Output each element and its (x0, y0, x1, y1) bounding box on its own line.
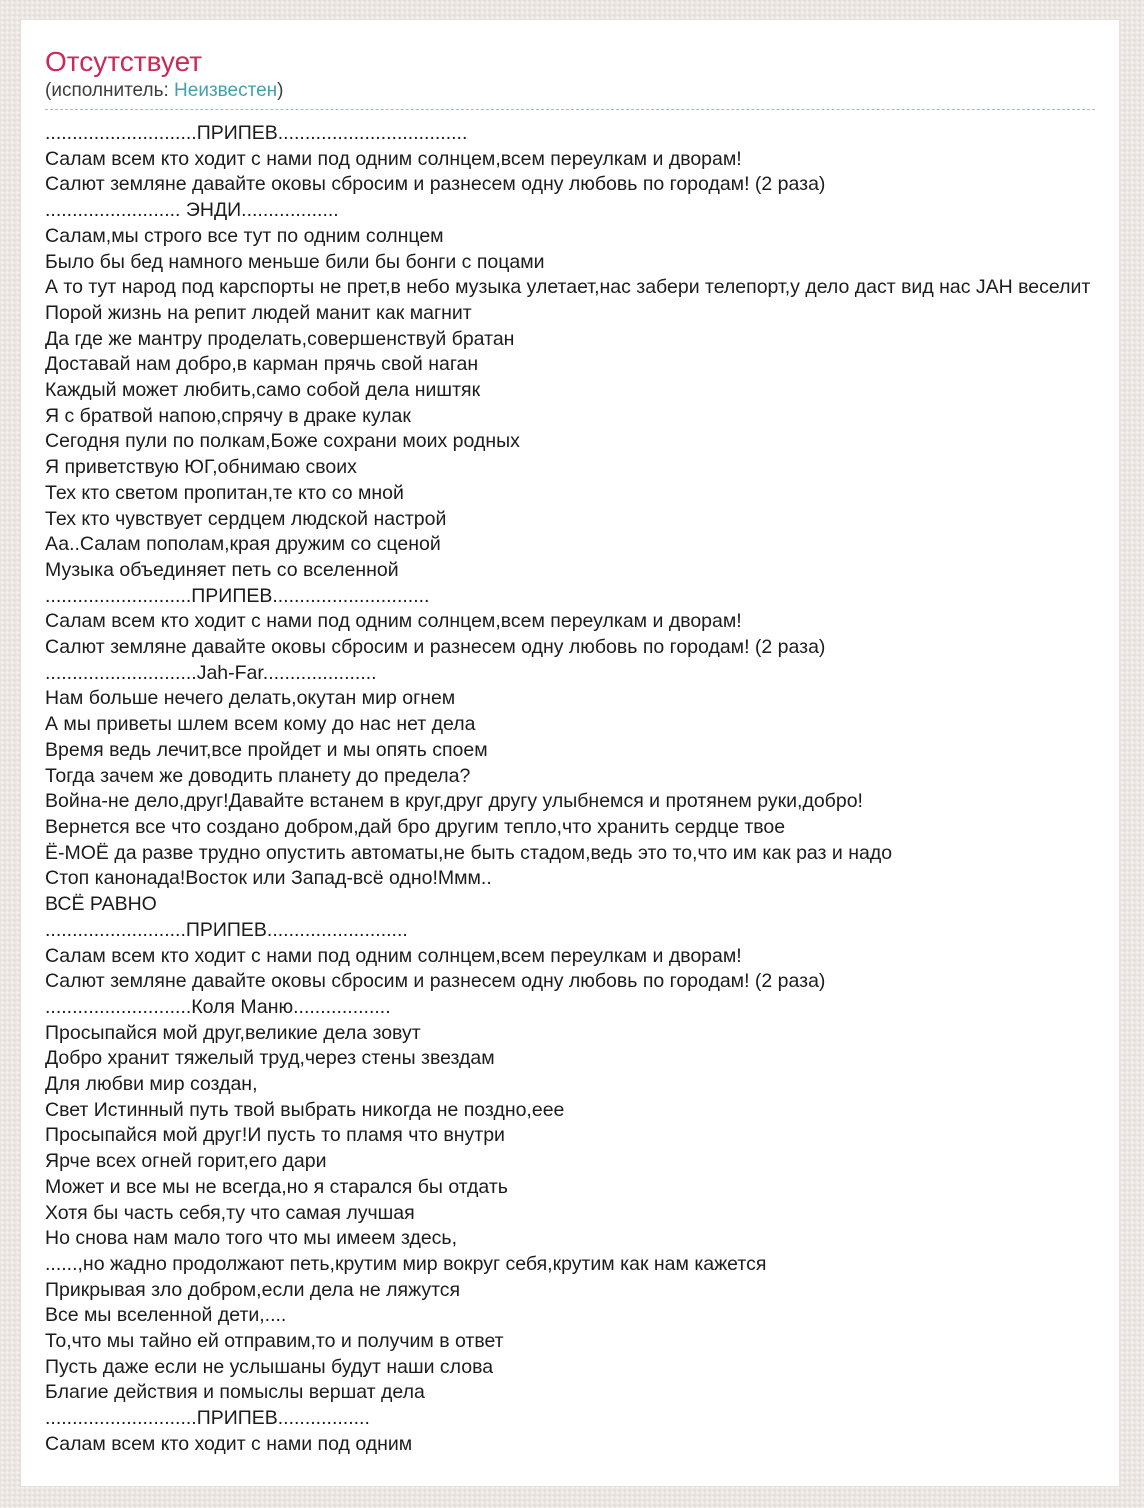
lyric-line: А то тут народ под карспорты не прет,в небо музыка улетает,нас забери телепорт,у дело даст вид нас JAH веселит (45, 276, 1091, 299)
lyric-line: Время ведь лечит,все пройдет и мы опять споем (45, 738, 488, 761)
lyric-line: Салам всем кто ходит с нами под одним солнцем,всем переулкам и дворам! (45, 944, 742, 967)
lyric-line: Свет Истинный путь твой выбрать никогда не поздно,еее (45, 1098, 565, 1121)
lyric-line: ВСЁ РАВНО (45, 893, 157, 916)
lyric-line: Да где же мантру проделать,совершенствуй братан (45, 327, 515, 350)
lyric-line: Все мы вселенной дети,.... (45, 1304, 287, 1327)
lyric-line: Хотя бы часть себя,ту что самая лучшая (45, 1201, 415, 1224)
lyrics (45, 121, 1095, 1458)
lyric-line: ......,но жадно продолжают петь,крутим мир вокруг себя,крутим как нам кажется (45, 1252, 767, 1275)
lyric-line: Сегодня пули по полкам,Боже сохрани моих родных (45, 430, 520, 453)
lyric-line: Добро хранит тяжелый труд,через стены звездам (45, 1047, 495, 1070)
lyric-line: Ярче всех огней горит,его дари (45, 1150, 327, 1173)
lyric-line: ............................ПРИПЕВ................................... (45, 122, 468, 144)
artist-label-suffix: ) (277, 80, 284, 101)
lyric-line: ...........................Коля Маню.................. (45, 995, 391, 1018)
lyric-line: Я приветствую ЮГ,обнимаю своих (45, 456, 357, 479)
lyric-line: Вернется все что создано добром,дай бро другим тепло,что хранить сердце твое (45, 815, 786, 838)
artist-link[interactable]: Неизвестен (174, 80, 278, 101)
lyric-line: Может и все мы не всегда,но я старался бы отдать (45, 1175, 508, 1198)
lyric-line: ............................ПРИПЕВ................. (45, 1407, 370, 1430)
lyric-line: Для любви мир создан, (45, 1073, 258, 1096)
lyric-line: Доставай нам добро,в карман прячь свой наган (45, 353, 479, 376)
lyric-line: Стоп канонада!Восток или Запад-всё одно!Ммм.. (45, 867, 492, 890)
song-title: Отсутствует (45, 46, 203, 77)
lyric-line: Просыпайся мой друг,великие дела зовут (45, 1021, 421, 1044)
lyric-line: Салам,мы строго все тут по одним солнцем (45, 224, 444, 247)
lyric-line: Война-не дело,друг!Давайте встанем в круг,друг другу улыбнемся и протянем руки,добро! (45, 790, 863, 813)
lyric-line: Тех кто светом пропитан,те кто со мной (45, 481, 404, 504)
lyric-line: ............................Jah-Far..................... (45, 661, 377, 684)
lyric-line: Тогда зачем же доводить планету до предела? (45, 764, 471, 787)
lyric-line: Я с братвой напою,спрячу в драке кулак (45, 404, 411, 427)
lyric-line: Салам всем кто ходит с нами под одним солнцем,всем переулкам и дворам! (45, 610, 742, 633)
lyric-line: Пусть даже если не услышаны будут наши слова (45, 1355, 494, 1378)
lyric-line: Благие действия и помыслы вершат дела (45, 1381, 425, 1404)
lyric-line: Но снова нам мало того что мы имеем здесь, (45, 1227, 458, 1250)
lyrics-card (20, 19, 1120, 1487)
lyric-line: Просыпайся мой друг!И пусть то пламя что внутри (45, 1124, 505, 1147)
lyric-line: Тех кто чувствует сердцем людской настрой (45, 507, 447, 530)
lyric-line: Музыка объединяет петь со вселенной (45, 558, 399, 581)
lyric-line: А мы приветы шлем всем кому до нас нет дела (45, 713, 476, 736)
lyric-line: Ё-МОЁ да разве трудно опустить автоматы,не быть стадом,ведь это то,что им как раз и надо (45, 841, 893, 864)
song-header (45, 47, 1095, 110)
artist-label-prefix: (исполнитель: (45, 80, 175, 101)
lyric-line: Нам больше нечего делать,окутан мир огнем (45, 687, 456, 710)
lyric-line: Каждый может любить,само собой дела ништяк (45, 379, 481, 402)
lyric-line: Было бы бед намного меньше били бы бонги с поцами (45, 250, 545, 273)
artist-line (45, 80, 1095, 101)
lyric-line: Прикрывая зло добром,если дела не ляжутся (45, 1278, 461, 1301)
lyric-line: Аа..Салам пополам,края дружим со сценой (45, 533, 441, 556)
lyric-line: Порой жизнь на репит людей манит как магнит (45, 301, 472, 324)
lyric-line: Салют земляне давайте оковы сбросим и разнесем одну любовь по городам! (2 раза) (45, 173, 826, 196)
lyric-line: ..........................ПРИПЕВ.......................... (45, 918, 408, 941)
lyric-line: Салют земляне давайте оковы сбросим и разнесем одну любовь по городам! (2 раза) (45, 636, 826, 659)
lyric-line: То,что мы тайно ей отправим,то и получим в ответ (45, 1330, 504, 1353)
lyric-line: ...........................ПРИПЕВ............................. (45, 584, 430, 607)
lyric-line: Салам всем кто ходит с нами под одним (45, 1432, 413, 1455)
lyric-line: Салам всем кто ходит с нами под одним солнцем,всем переулкам и дворам! (45, 147, 742, 170)
lyric-line: Салют земляне давайте оковы сбросим и разнесем одну любовь по городам! (2 раза) (45, 970, 826, 993)
lyric-line: ......................... ЭНДИ.................. (45, 199, 339, 222)
